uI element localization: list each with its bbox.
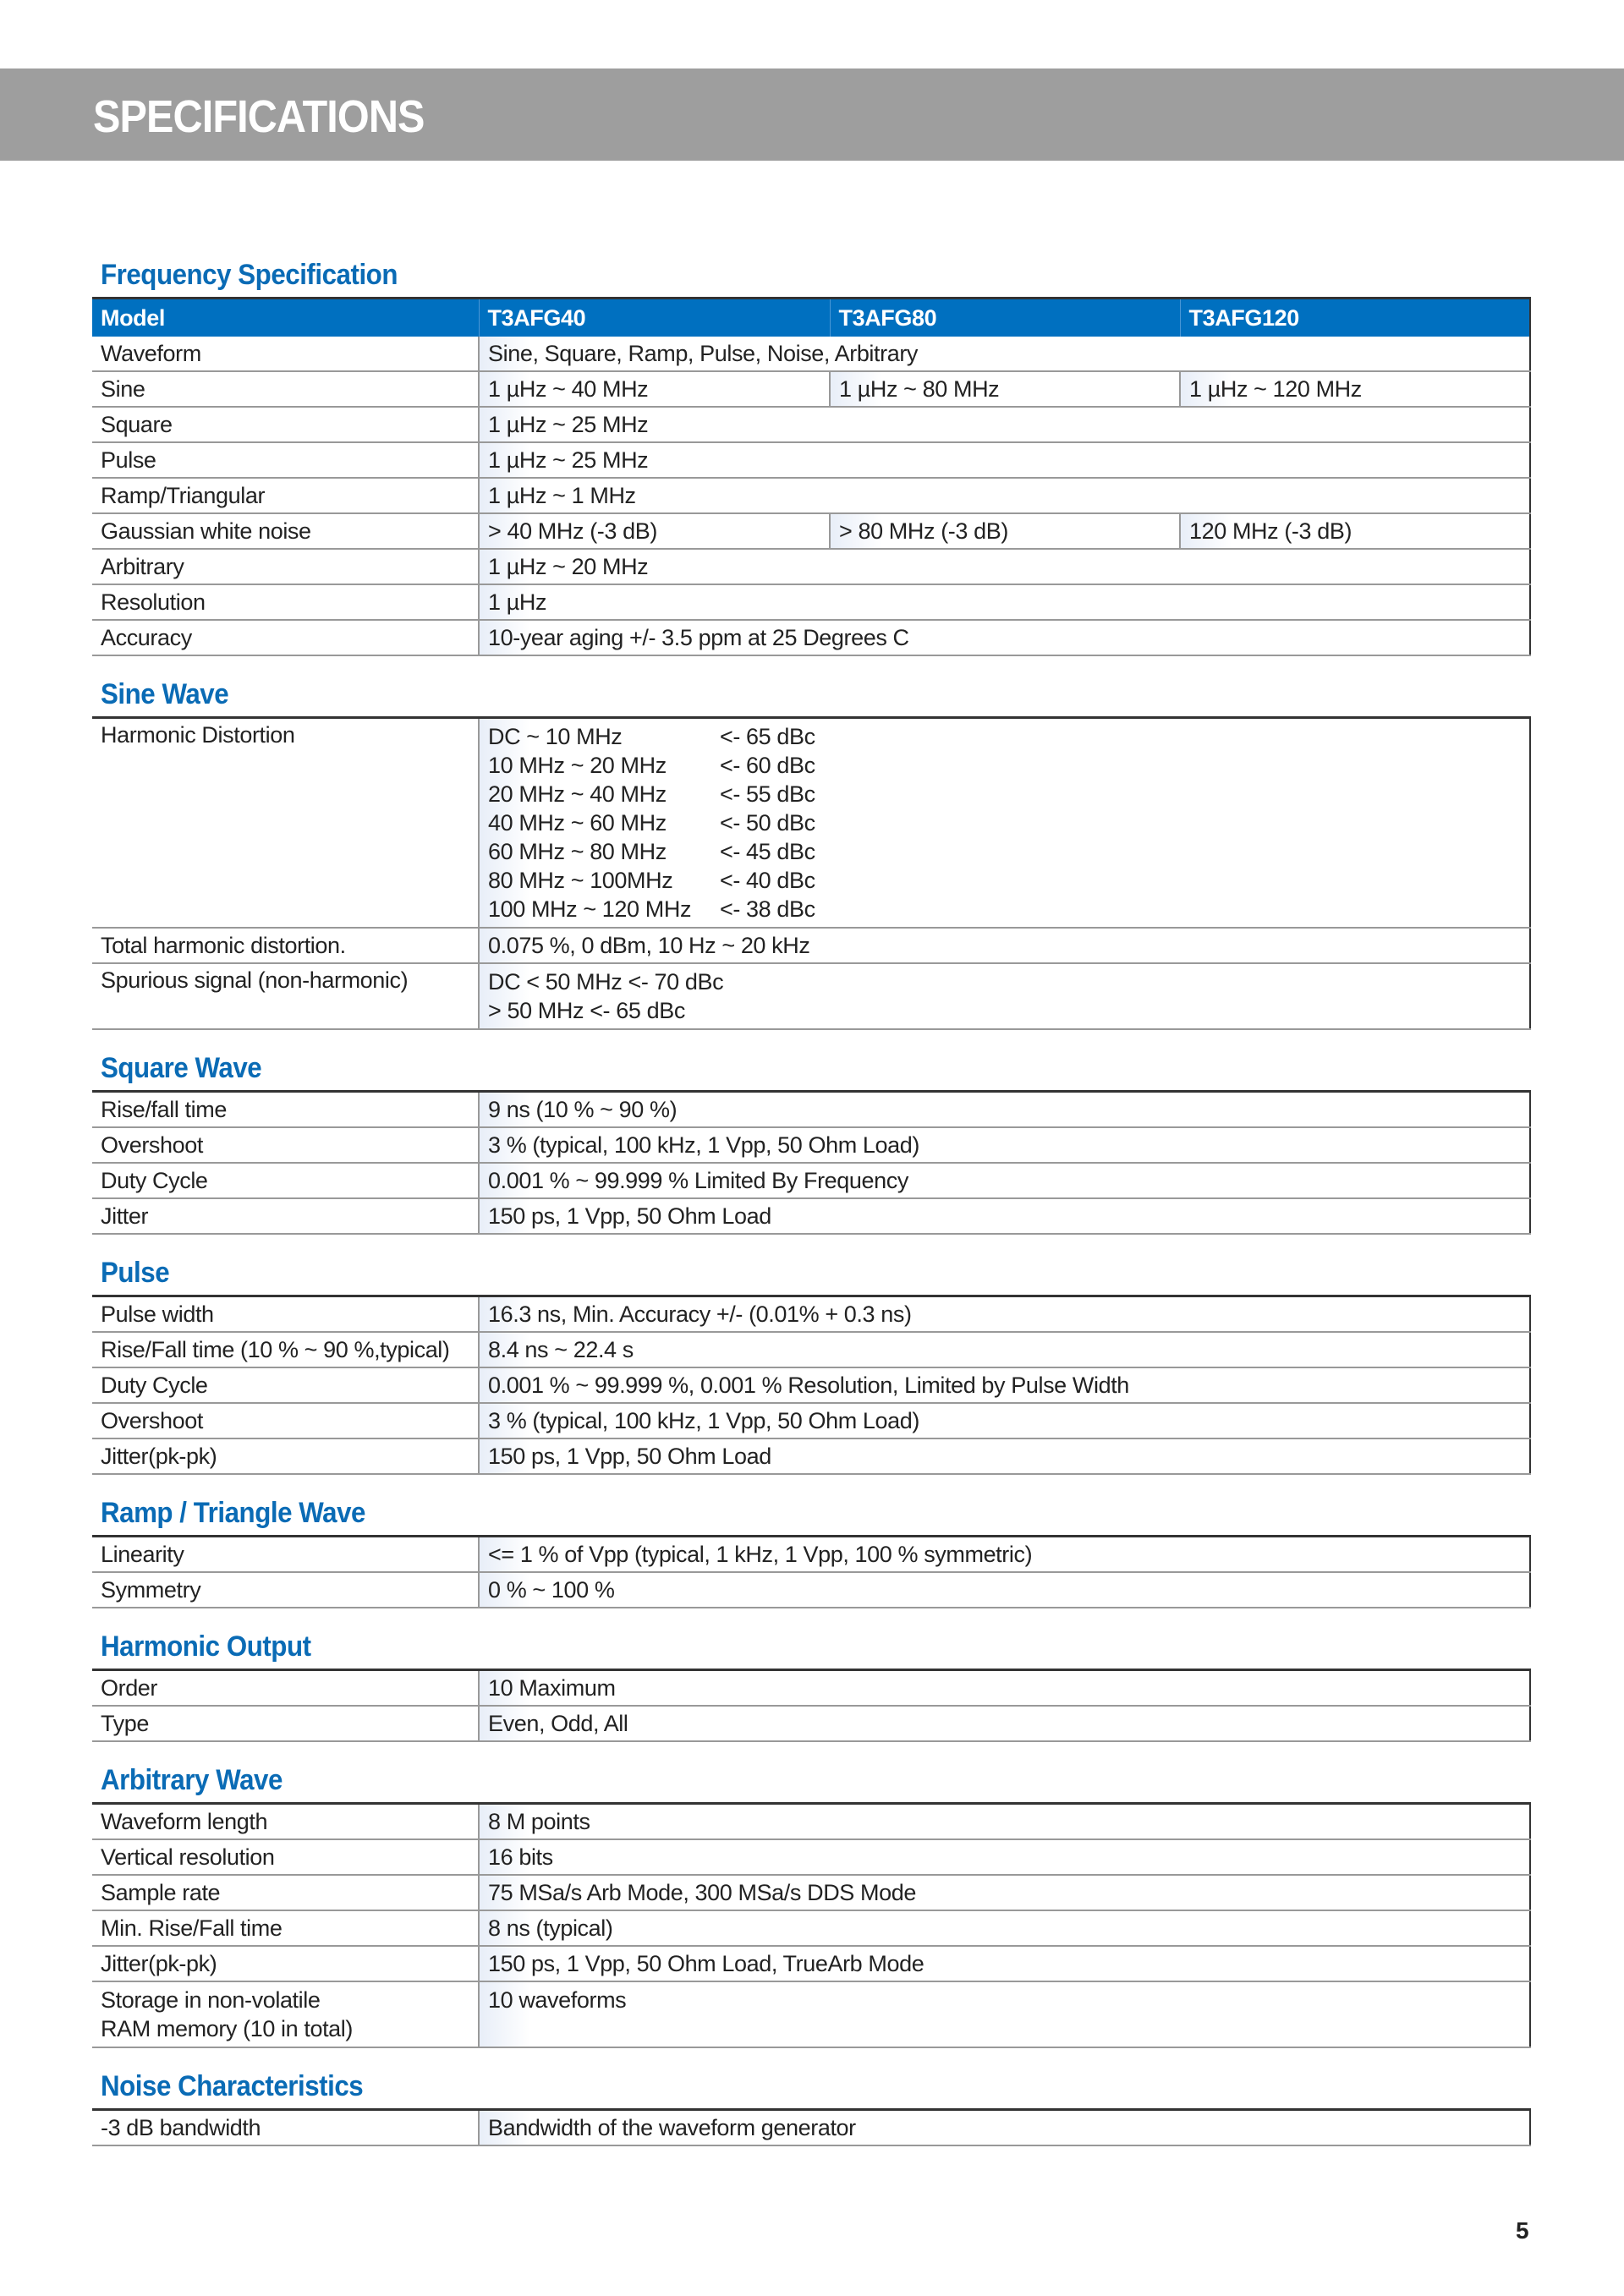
value-line: DC < 50 MHz <- 70 dBc <box>488 969 724 995</box>
row-label: Overshoot <box>92 1403 479 1438</box>
section-title: Square Wave <box>101 1052 262 1084</box>
table-row <box>92 1875 1530 1910</box>
row-label: Duty Cycle <box>92 1163 479 1198</box>
table-row <box>92 513 1530 549</box>
table-row <box>92 1127 1530 1163</box>
row-label: Rise/fall time <box>92 1092 479 1128</box>
table-row <box>92 371 1530 407</box>
row-label: Symmetry <box>92 1572 479 1608</box>
row-value: 10 Maximum <box>479 1670 1530 1707</box>
row-label-line: RAM memory (10 in total) <box>101 2016 353 2041</box>
spec-table <box>92 1295 1531 1475</box>
frequency-range: 100 MHz ~ 120 MHz <box>488 896 692 922</box>
distortion-line <box>488 780 1521 808</box>
spec-content <box>92 237 1530 2146</box>
row-value: > 40 MHz (-3 dB) <box>479 513 830 549</box>
table-row <box>92 1403 1530 1438</box>
table-row <box>92 620 1530 655</box>
row-label: Min. Rise/Fall time <box>92 1910 479 1946</box>
frequency-range: 40 MHz ~ 60 MHz <box>488 810 667 836</box>
section-noise-characteristics <box>92 2048 1530 2146</box>
row-value: 3 % (typical, 100 kHz, 1 Vpp, 50 Ohm Load) <box>479 1127 1530 1163</box>
table-row <box>92 1839 1530 1875</box>
page-title: SPECIFICATIONS <box>93 91 425 142</box>
distortion-line <box>488 895 1521 923</box>
row-value: 1 µHz ~ 1 MHz <box>479 478 1530 513</box>
value-line: 10 waveforms <box>488 1987 627 2013</box>
section-heading <box>92 1742 1530 1802</box>
table-row <box>92 1946 1530 1981</box>
table-row <box>92 584 1530 620</box>
distortion-level: <- 65 dBc <box>720 724 815 749</box>
row-label: Gaussian white noise <box>92 513 479 549</box>
frequency-range: DC ~ 10 MHz <box>488 724 623 749</box>
table-row <box>92 1367 1530 1403</box>
section-heading <box>92 1475 1530 1535</box>
row-value: 9 ns (10 % ~ 90 %) <box>479 1092 1530 1128</box>
section-sine-wave <box>92 656 1530 1030</box>
table-row <box>92 1438 1530 1474</box>
distortion-line <box>488 837 1521 866</box>
table-row <box>92 1981 1530 2047</box>
distortion-line <box>488 866 1521 895</box>
row-value: 0.001 % ~ 99.999 %, 0.001 % Resolution, Limited by Pulse Width <box>479 1367 1530 1403</box>
frequency-range: 10 MHz ~ 20 MHz <box>488 753 667 778</box>
row-value: <= 1 % of Vpp (typical, 1 kHz, 1 Vpp, 100 % symmetric) <box>479 1537 1530 1573</box>
row-value: 1 µHz ~ 120 MHz <box>1180 371 1530 407</box>
section-heading <box>92 1608 1530 1669</box>
row-label: Arbitrary <box>92 549 479 584</box>
row-value: 8 ns (typical) <box>479 1910 1530 1946</box>
row-label: -3 dB bandwidth <box>92 2110 479 2146</box>
table-header <box>92 299 1530 337</box>
section-heading <box>92 1235 1530 1295</box>
row-value: 1 µHz ~ 40 MHz <box>479 371 830 407</box>
spec-table <box>92 1090 1531 1235</box>
frequency-range: 60 MHz ~ 80 MHz <box>488 839 667 864</box>
row-label <box>92 1981 479 2047</box>
row-label: Spurious signal (non-harmonic) <box>92 963 479 1029</box>
column-header: Model <box>92 299 479 337</box>
row-label: Linearity <box>92 1537 479 1573</box>
section-heading <box>92 656 1530 716</box>
table-row <box>92 442 1530 478</box>
section-title: Frequency Specification <box>101 259 398 291</box>
row-label: Pulse <box>92 442 479 478</box>
row-value: 0.001 % ~ 99.999 % Limited By Frequency <box>479 1163 1530 1198</box>
spec-table <box>92 1535 1531 1608</box>
page-number: 5 <box>1516 2217 1529 2244</box>
row-label: Resolution <box>92 584 479 620</box>
section-heading <box>92 1030 1530 1090</box>
table-row <box>92 1296 1530 1333</box>
table-row <box>92 1163 1530 1198</box>
table-row <box>92 1537 1530 1573</box>
section-square-wave <box>92 1030 1530 1235</box>
section-frequency-specification <box>92 237 1530 656</box>
row-value: 150 ps, 1 Vpp, 50 Ohm Load <box>479 1438 1530 1474</box>
header-row <box>92 299 1530 337</box>
table-row <box>92 407 1530 442</box>
distortion-line <box>488 722 1521 751</box>
table-row <box>92 1910 1530 1946</box>
row-label: Waveform length <box>92 1804 479 1840</box>
frequency-range: 20 MHz ~ 40 MHz <box>488 781 667 807</box>
row-label: Accuracy <box>92 620 479 655</box>
table-row <box>92 1332 1530 1367</box>
row-value: 1 µHz ~ 25 MHz <box>479 407 1530 442</box>
row-label: Type <box>92 1706 479 1741</box>
distortion-line <box>488 808 1521 837</box>
spec-table <box>92 1669 1531 1742</box>
section-arbitrary-wave <box>92 1742 1530 2048</box>
row-label: Waveform <box>92 337 479 371</box>
row-value: 10-year aging +/- 3.5 ppm at 25 Degrees C <box>479 620 1530 655</box>
row-value: 120 MHz (-3 dB) <box>1180 513 1530 549</box>
section-heading <box>92 2048 1530 2108</box>
section-title: Arbitrary Wave <box>101 1764 283 1796</box>
row-value: 1 µHz ~ 80 MHz <box>830 371 1180 407</box>
row-label: Duty Cycle <box>92 1367 479 1403</box>
row-label: Total harmonic distortion. <box>92 928 479 963</box>
header-banner <box>0 68 1624 161</box>
table-row <box>92 337 1530 371</box>
table-row <box>92 1670 1530 1707</box>
row-label: Order <box>92 1670 479 1707</box>
row-value: 8.4 ns ~ 22.4 s <box>479 1332 1530 1367</box>
row-value: 1 µHz <box>479 584 1530 620</box>
table-row <box>92 1198 1530 1234</box>
row-label: Pulse width <box>92 1296 479 1333</box>
row-value: 0 % ~ 100 % <box>479 1572 1530 1608</box>
row-value: 8 M points <box>479 1804 1530 1840</box>
row-value: 1 µHz ~ 20 MHz <box>479 549 1530 584</box>
row-value: 16 bits <box>479 1839 1530 1875</box>
table-row <box>92 1804 1530 1840</box>
row-value: 16.3 ns, Min. Accuracy +/- (0.01% + 0.3 ns) <box>479 1296 1530 1333</box>
row-value <box>479 963 1530 1029</box>
distortion-level: <- 55 dBc <box>720 781 815 807</box>
row-value: 1 µHz ~ 25 MHz <box>479 442 1530 478</box>
row-value: 0.075 %, 0 dBm, 10 Hz ~ 20 kHz <box>479 928 1530 963</box>
table-row <box>92 549 1530 584</box>
table-row <box>92 1706 1530 1741</box>
row-value: > 80 MHz (-3 dB) <box>830 513 1180 549</box>
section-ramp-triangle-wave <box>92 1475 1530 1608</box>
row-value <box>479 1981 1530 2047</box>
distortion-level: <- 45 dBc <box>720 839 815 864</box>
row-value: 150 ps, 1 Vpp, 50 Ohm Load, TrueArb Mode <box>479 1946 1530 1981</box>
distortion-line <box>488 751 1521 780</box>
distortion-level: <- 50 dBc <box>720 810 815 836</box>
table-row <box>92 1092 1530 1128</box>
row-value: Even, Odd, All <box>479 1706 1530 1741</box>
spec-table <box>92 716 1531 1030</box>
row-label: Ramp/Triangular <box>92 478 479 513</box>
column-header: T3AFG120 <box>1180 299 1530 337</box>
section-title: Noise Characteristics <box>101 2070 364 2102</box>
section-title: Pulse <box>101 1257 170 1289</box>
frequency-range: 80 MHz ~ 100MHz <box>488 868 673 893</box>
section-heading <box>92 237 1530 297</box>
value-line: > 50 MHz <- 65 dBc <box>488 998 685 1023</box>
section-title: Harmonic Output <box>101 1630 311 1663</box>
row-label: Rise/Fall time (10 % ~ 90 %,typical) <box>92 1332 479 1367</box>
table-row <box>92 963 1530 1029</box>
row-value: 150 ps, 1 Vpp, 50 Ohm Load <box>479 1198 1530 1234</box>
table-row <box>92 478 1530 513</box>
row-label-line: Storage in non-volatile <box>101 1987 321 2013</box>
table-row <box>92 928 1530 963</box>
spec-table <box>92 297 1531 656</box>
row-value: 75 MSa/s Arb Mode, 300 MSa/s DDS Mode <box>479 1875 1530 1910</box>
row-label: Overshoot <box>92 1127 479 1163</box>
row-value: Sine, Square, Ramp, Pulse, Noise, Arbitrary <box>479 337 1530 371</box>
row-value <box>479 718 1530 929</box>
section-harmonic-output <box>92 1608 1530 1742</box>
spec-table <box>92 1802 1531 2048</box>
column-header: T3AFG80 <box>830 299 1180 337</box>
section-pulse <box>92 1235 1530 1475</box>
row-label: Square <box>92 407 479 442</box>
row-label: Sine <box>92 371 479 407</box>
distortion-level: <- 40 dBc <box>720 868 815 893</box>
section-title: Sine Wave <box>101 678 229 710</box>
distortion-level: <- 38 dBc <box>720 896 815 922</box>
row-label: Jitter <box>92 1198 479 1234</box>
distortion-level: <- 60 dBc <box>720 753 815 778</box>
row-label: Harmonic Distortion <box>92 718 479 929</box>
row-label: Jitter(pk-pk) <box>92 1438 479 1474</box>
row-value: 3 % (typical, 100 kHz, 1 Vpp, 50 Ohm Load) <box>479 1403 1530 1438</box>
table-row <box>92 2110 1530 2146</box>
section-title: Ramp / Triangle Wave <box>101 1497 365 1529</box>
table-row <box>92 718 1530 929</box>
column-header: T3AFG40 <box>479 299 830 337</box>
row-value: Bandwidth of the waveform generator <box>479 2110 1530 2146</box>
row-label: Sample rate <box>92 1875 479 1910</box>
spec-table <box>92 2108 1531 2146</box>
row-label: Vertical resolution <box>92 1839 479 1875</box>
row-label: Jitter(pk-pk) <box>92 1946 479 1981</box>
table-row <box>92 1572 1530 1608</box>
